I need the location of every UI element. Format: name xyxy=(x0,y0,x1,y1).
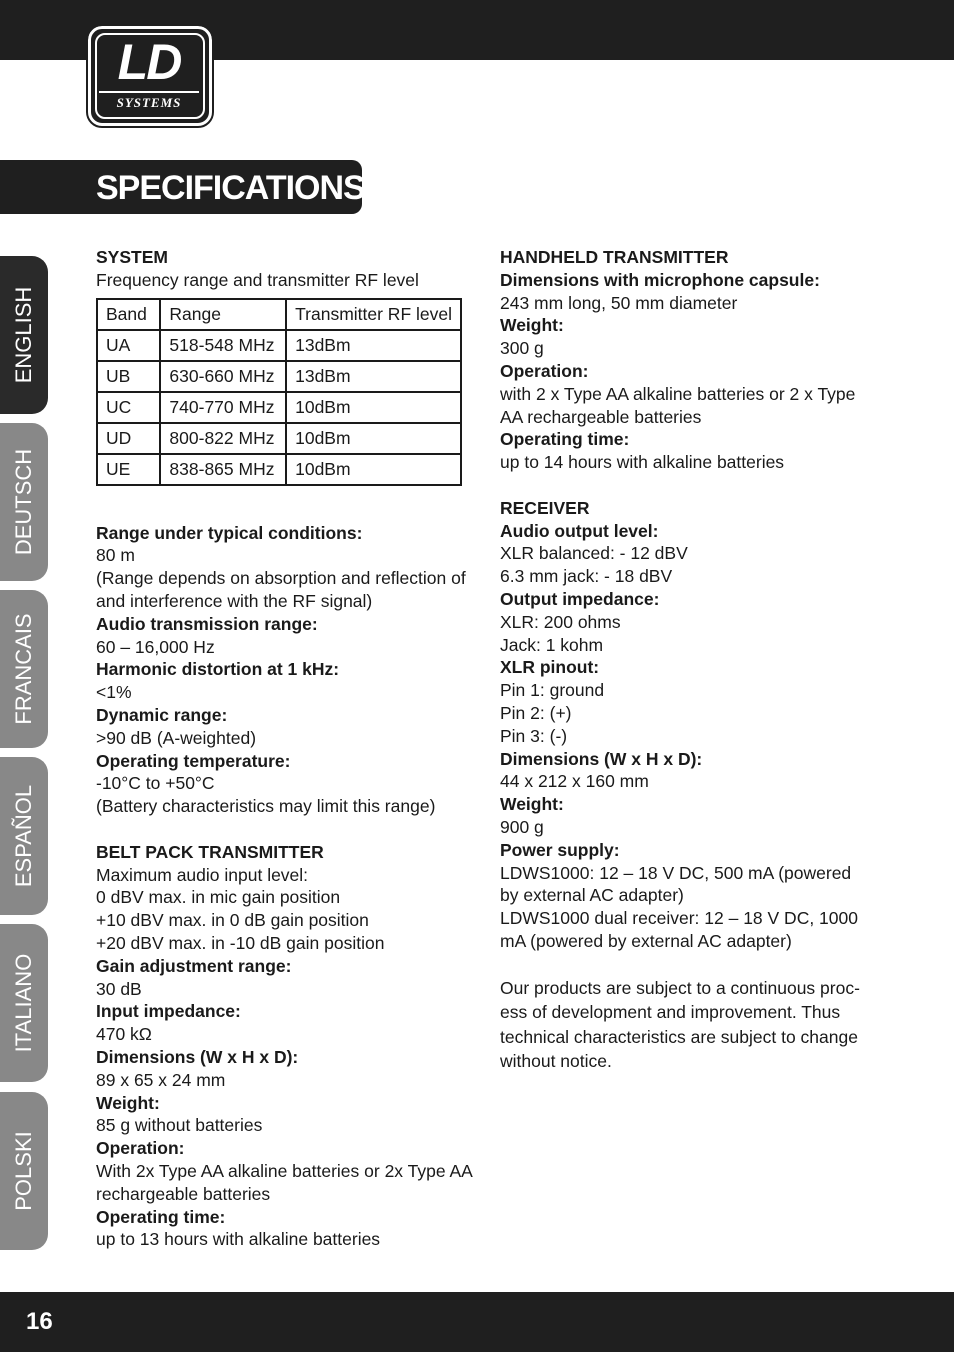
spec-value: with 2 x Type AA alkaline batteries or 2 x Type xyxy=(500,383,856,404)
logo-systems-text: SYSTEMS xyxy=(99,91,199,111)
spec-label: Operating time: xyxy=(96,1206,226,1227)
spec-value: and interference with the RF signal) xyxy=(96,590,373,611)
spec-value: 300 g xyxy=(500,338,544,359)
spec-value: up to 13 hours with alkaline batteries xyxy=(96,1229,381,1250)
spec-value: 80 m xyxy=(96,545,135,566)
ld-systems-logo xyxy=(88,26,212,126)
table-row xyxy=(97,454,461,485)
table-row xyxy=(97,361,461,392)
system-intro: Frequency range and transmitter RF level xyxy=(96,269,419,290)
tab-francais-label: FRANCAIS xyxy=(11,613,36,725)
spec-value: XLR balanced: - 12 dBV xyxy=(500,543,688,564)
table-cell: 838-865 MHz xyxy=(160,454,286,485)
spec-label: Audio output level: xyxy=(500,520,659,541)
table-cell: 740-770 MHz xyxy=(160,392,286,423)
tab-italiano-label: ITALIANO xyxy=(11,953,36,1053)
table-cell: UD xyxy=(97,423,160,454)
spec-value: +10 dBV max. in 0 dB gain position xyxy=(96,910,369,931)
spec-label: Gain adjustment range: xyxy=(96,955,292,976)
page-title xyxy=(96,168,371,210)
tab-english-label: ENGLISH xyxy=(11,286,36,384)
table-cell: 10dBm xyxy=(286,392,461,423)
table-cell: 630-660 MHz xyxy=(160,361,286,392)
receiver-heading: RECEIVER xyxy=(500,497,590,518)
tab-deutsch-label: DEUTSCH xyxy=(11,448,36,556)
page-title-text: SPECIFICATIONS xyxy=(96,169,365,207)
spec-value: +20 dBV max. in -10 dB gain position xyxy=(96,932,385,953)
table-cell: 10dBm xyxy=(286,423,461,454)
spec-label: Weight: xyxy=(500,794,564,815)
spec-value: 470 kΩ xyxy=(96,1024,152,1045)
spec-value: Pin 3: (-) xyxy=(500,725,568,746)
spec-value: 6.3 mm jack: - 18 dBV xyxy=(500,566,673,587)
spec-value: Pin 2: (+) xyxy=(500,702,572,723)
table-cell: UE xyxy=(97,454,160,485)
spec-value: 85 g without batteries xyxy=(96,1115,263,1136)
belt-pack-heading: BELT PACK TRANSMITTER xyxy=(96,841,324,862)
spec-value: 900 g xyxy=(500,816,544,837)
spec-value: mA (powered by external AC adapter) xyxy=(500,930,792,951)
table-header-cell: Band xyxy=(97,299,160,330)
spec-value: 60 – 16,000 Hz xyxy=(96,636,215,657)
table-cell: UC xyxy=(97,392,160,423)
tab-polski[interactable] xyxy=(0,1092,48,1250)
right-column xyxy=(500,246,860,1074)
spec-value: 44 x 212 x 160 mm xyxy=(500,771,649,792)
spec-label: Operation: xyxy=(96,1138,185,1159)
spec-value: rechargeable batteries xyxy=(96,1183,271,1204)
page-number: 16 xyxy=(26,1308,53,1335)
rf-level-table xyxy=(96,298,462,486)
spec-value: by external AC adapter) xyxy=(500,885,684,906)
spec-label: Weight: xyxy=(500,315,564,336)
spec-label: Operating temperature: xyxy=(96,750,291,771)
spec-label: Range under typical conditions: xyxy=(96,522,363,543)
spec-label: Weight: xyxy=(96,1092,160,1113)
spec-label: Operating time: xyxy=(500,429,630,450)
table-cell: 10dBm xyxy=(286,454,461,485)
spec-value: Maximum audio input level: xyxy=(96,864,309,885)
spec-value: <1% xyxy=(96,682,132,703)
table-cell: 13dBm xyxy=(286,330,461,361)
left-column xyxy=(96,246,473,1251)
spec-label: XLR pinout: xyxy=(500,657,600,678)
notice-text: technical characteristics are subject to change xyxy=(500,1026,858,1047)
spec-label: Dimensions (W x H x D): xyxy=(96,1046,299,1067)
spec-value: >90 dB (A-weighted) xyxy=(96,727,257,748)
handheld-heading: HANDHELD TRANSMITTER xyxy=(500,247,729,267)
table-header-cell: Range xyxy=(160,299,286,330)
tab-italiano[interactable] xyxy=(0,924,48,1082)
tab-francais[interactable] xyxy=(0,590,48,748)
system-heading: SYSTEM xyxy=(96,247,168,267)
spec-label: Output impedance: xyxy=(500,588,660,609)
tab-english[interactable] xyxy=(0,256,48,414)
bottom-bar xyxy=(0,1292,954,1352)
table-row xyxy=(97,392,461,423)
spec-label: Dimensions with microphone capsule: xyxy=(500,269,820,290)
spec-value: up to 14 hours with alkaline batteries xyxy=(500,452,785,473)
table-row xyxy=(97,423,461,454)
notice-text: without notice. xyxy=(500,1051,612,1071)
table-cell: UB xyxy=(97,361,160,392)
table-cell: 800-822 MHz xyxy=(160,423,286,454)
spec-value: Pin 1: ground xyxy=(500,680,605,701)
notice-text: Our products are subject to a continuous proc- xyxy=(500,977,860,998)
table-cell: 13dBm xyxy=(286,361,461,392)
tab-espanol[interactable] xyxy=(0,757,48,915)
spec-value: Jack: 1 kohm xyxy=(500,634,604,655)
tab-espanol-label: ESPAÑOL xyxy=(11,784,36,888)
spec-value: LDWS1000: 12 – 18 V DC, 500 mA (powered xyxy=(500,862,852,883)
spec-label: Dynamic range: xyxy=(96,704,228,725)
spec-label: Operation: xyxy=(500,360,589,381)
tab-deutsch[interactable] xyxy=(0,423,48,581)
table-cell: 518-548 MHz xyxy=(160,330,286,361)
spec-value: AA rechargeable batteries xyxy=(500,406,702,427)
spec-value: XLR: 200 ohms xyxy=(500,611,621,632)
tab-polski-label: POLSKI xyxy=(11,1131,36,1211)
spec-label: Dimensions (W x H x D): xyxy=(500,748,703,769)
spec-value: (Range depends on absorption and reflection of xyxy=(96,568,466,589)
page-title-colon: : xyxy=(364,175,371,205)
spec-value: LDWS1000 dual receiver: 12 – 18 V DC, 1000 xyxy=(500,908,858,929)
table-cell: UA xyxy=(97,330,160,361)
spec-value: 89 x 65 x 24 mm xyxy=(96,1069,226,1090)
table-row xyxy=(97,330,461,361)
table-header-row xyxy=(97,299,461,330)
spec-value: 243 mm long, 50 mm diameter xyxy=(500,292,738,313)
logo-ld-text: LD xyxy=(117,34,181,90)
notice-text: ess of development and improvement. Thus xyxy=(500,1002,841,1022)
table-header-cell: Transmitter RF level xyxy=(286,299,461,330)
spec-value: 30 dB xyxy=(96,978,142,999)
spec-label: Harmonic distortion at 1 kHz: xyxy=(96,659,340,680)
spec-label: Power supply: xyxy=(500,839,620,860)
spec-value: With 2x Type AA alkaline batteries or 2x Type AA xyxy=(96,1160,473,1181)
spec-value: (Battery characteristics may limit this range) xyxy=(96,796,436,817)
spec-label: Audio transmission range: xyxy=(96,613,318,634)
spec-label: Input impedance: xyxy=(96,1001,241,1022)
spec-value: 0 dBV max. in mic gain position xyxy=(96,887,341,908)
spec-value: -10°C to +50°C xyxy=(96,773,215,794)
